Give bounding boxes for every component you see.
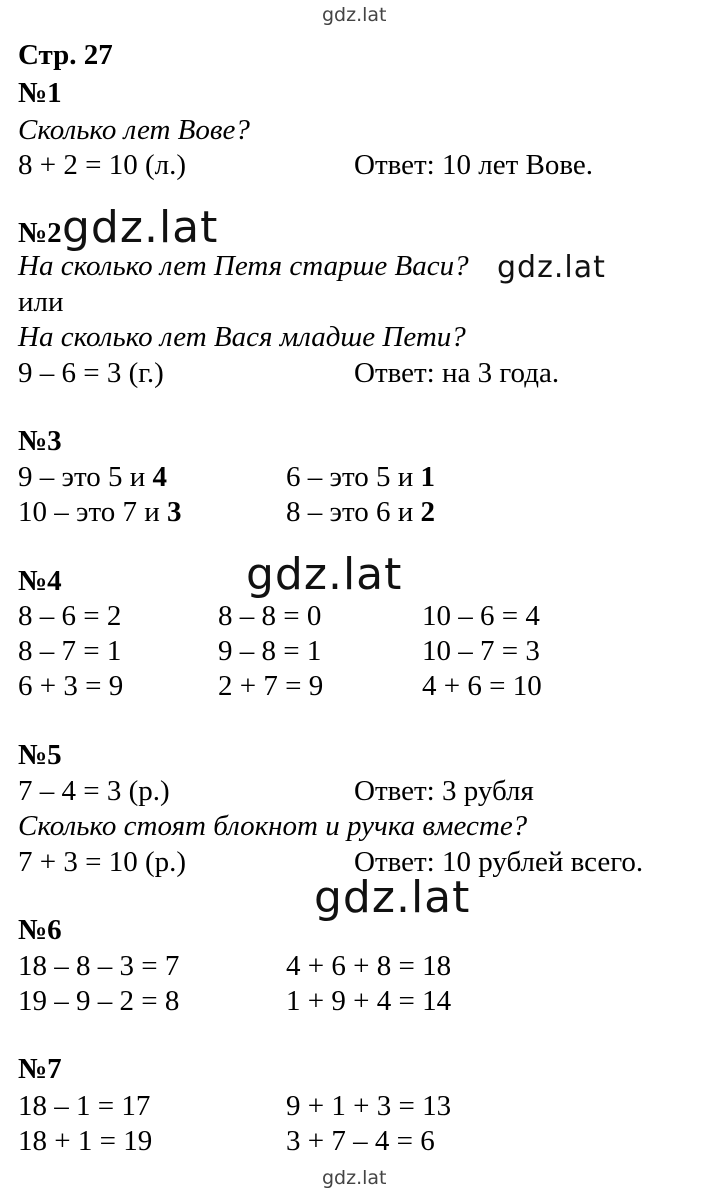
task5-solution1: 7 – 4 = 3 (р.) [18,775,170,807]
task2-question1: На сколько лет Петя старше Васи? [18,250,469,282]
task2-question2: На сколько лет Вася младше Пети? [18,321,466,353]
task6-cell: 19 – 9 – 2 = 8 [18,985,180,1017]
page-label: Стр. 27 [18,39,113,71]
task3-title: №3 [18,425,62,457]
watermark-bottom: gdz.lat [322,1167,387,1189]
task3-row1-right: 6 – это 5 и 1 [286,461,436,493]
task1-solution: 8 + 2 = 10 (л.) [18,149,186,181]
task7-title: №7 [18,1053,62,1085]
task5-question: Сколько стоят блокнот и ручка вместе? [18,810,528,842]
task3-row1-left: 9 – это 5 и 4 [18,461,168,493]
task2-title: №2 [18,217,62,249]
watermark-top: gdz.lat [322,4,387,26]
task2-answer: Ответ: на 3 года. [354,357,560,389]
task5-answer1: Ответ: 3 рубля [354,775,534,807]
task4-cell: 8 – 8 = 0 [218,600,322,632]
task1-question: Сколько лет Вове? [18,114,250,146]
task4-cell: 2 + 7 = 9 [218,670,324,702]
task2-or: или [18,286,64,318]
task1-title: №1 [18,77,62,109]
task7-cell: 18 – 1 = 17 [18,1090,151,1122]
task7-cell: 9 + 1 + 3 = 13 [286,1090,452,1122]
task4-cell: 6 + 3 = 9 [18,670,124,702]
task6-cell: 1 + 9 + 4 = 14 [286,985,452,1017]
task3-row2-right: 8 – это 6 и 2 [286,496,436,528]
task5-solution2: 7 + 3 = 10 (р.) [18,846,187,878]
task4-cell: 8 – 6 = 2 [18,600,122,632]
task4-cell: 9 – 8 = 1 [218,635,322,667]
task7-cell: 18 + 1 = 19 [18,1125,153,1157]
task2-solution: 9 – 6 = 3 (г.) [18,357,164,389]
task7-cell: 3 + 7 – 4 = 6 [286,1125,435,1157]
task4-title: №4 [18,565,62,597]
task6-cell: 4 + 6 + 8 = 18 [286,950,452,982]
task6-cell: 18 – 8 – 3 = 7 [18,950,180,982]
task4-cell: 4 + 6 = 10 [422,670,542,702]
task1-answer: Ответ: 10 лет Вове. [354,149,593,181]
task3-row2-left: 10 – это 7 и 3 [18,496,182,528]
watermark-large-2: gdz.lat [246,549,403,600]
task4-cell: 10 – 6 = 4 [422,600,540,632]
task4-cell: 8 – 7 = 1 [18,635,122,667]
watermark-inline: gdz.lat [497,250,606,285]
task5-answer2: Ответ: 10 рублей всего. [354,846,644,878]
task6-title: №6 [18,914,62,946]
watermark-large-3: gdz.lat [314,872,471,923]
task4-cell: 10 – 7 = 3 [422,635,540,667]
task5-title: №5 [18,739,62,771]
watermark-large-1: gdz.lat [62,202,219,253]
